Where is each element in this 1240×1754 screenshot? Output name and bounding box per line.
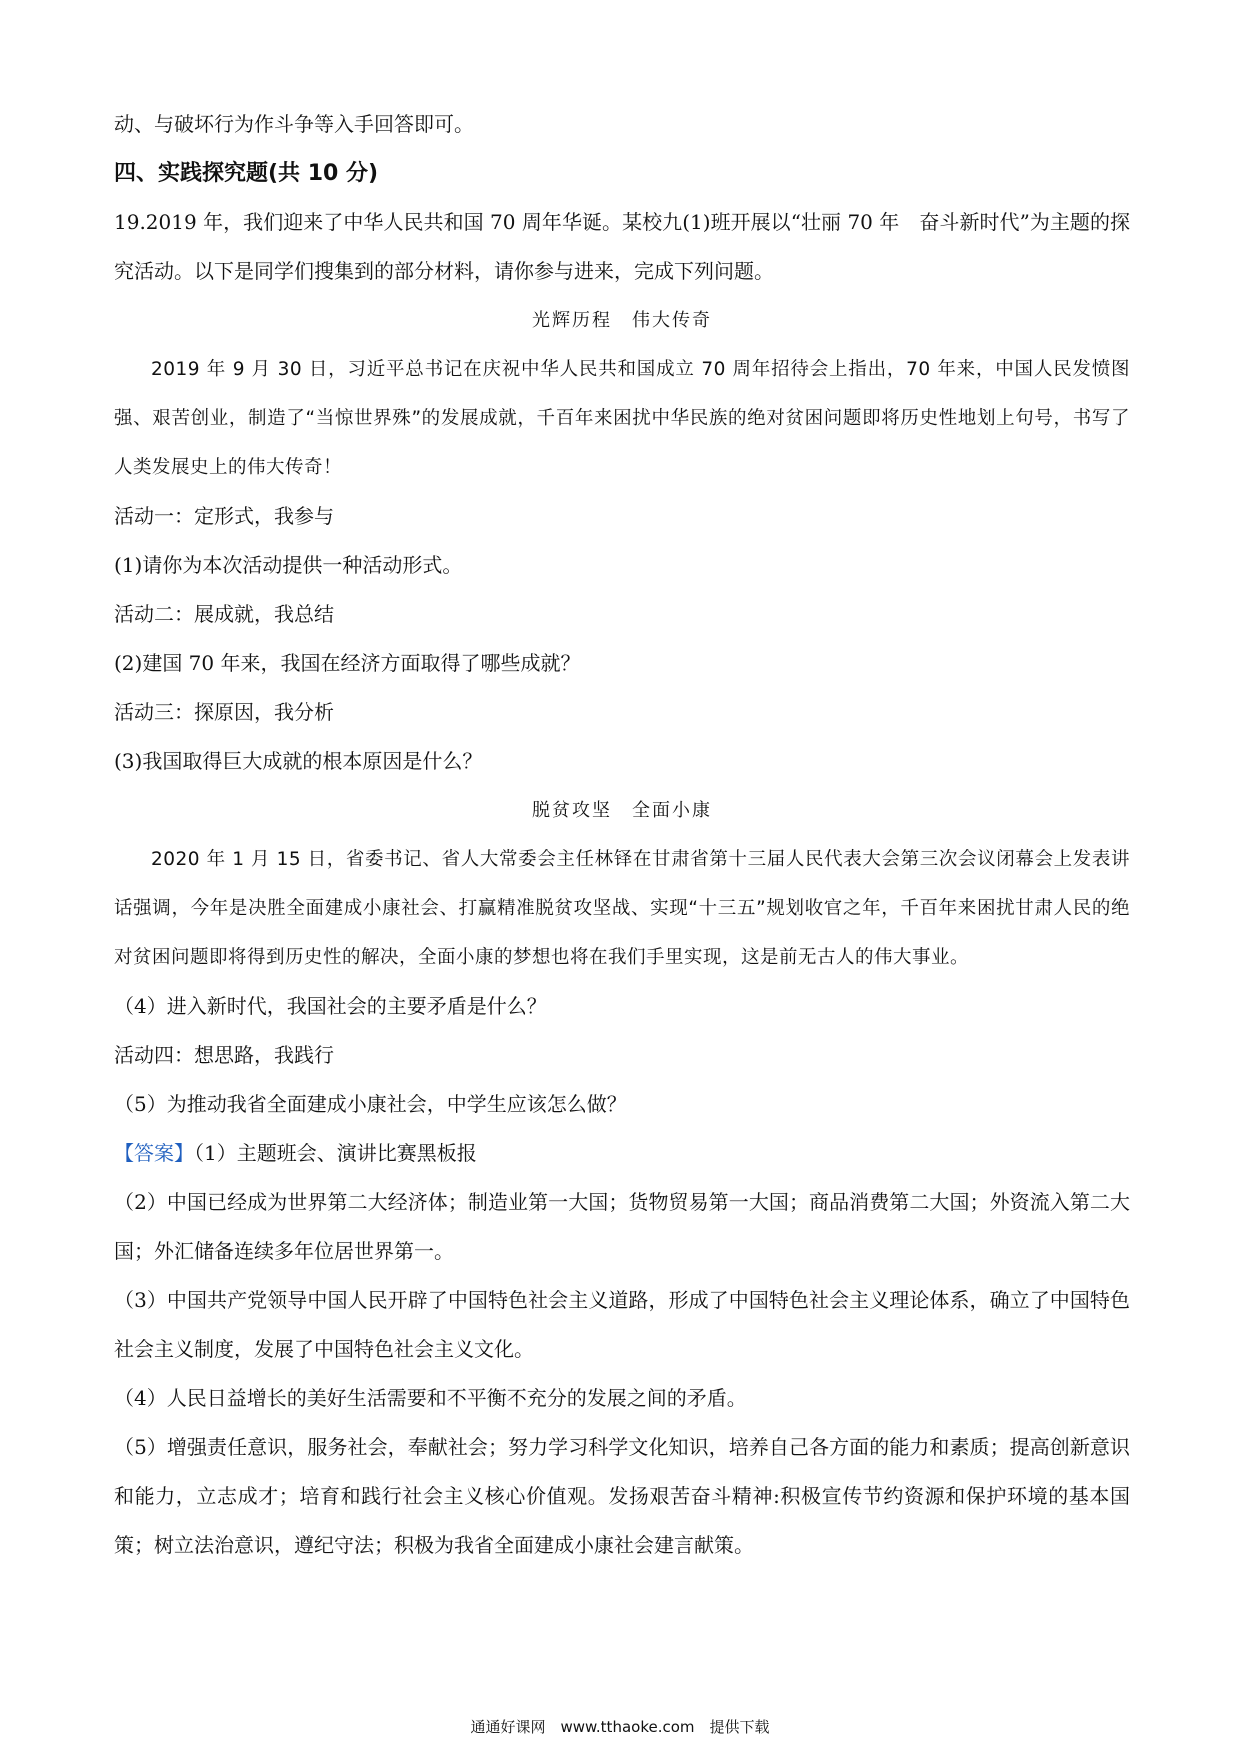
material1-text: 2019 年 9 月 30 日，习近平总书记在庆祝中华人民共和国成立 70 周年招待会上指出，70 年来，中国人民发愤图强、艰苦创业，制造了“当惊世界殊”的发展成就，千百年来困扰中华民族的绝对贫困问题即将历史性地划上句号，书写了人类发展史上的伟大传奇！ [114,359,1130,478]
question-5: （5）为推动我省全面建成小康社会，中学生应该怎么做？ [114,1092,627,1116]
activity2-heading: 活动二：展成就，我总结 [114,602,334,626]
answer-3: （3）中国共产党领导中国人民开辟了中国特色社会主义道路，形成了中国特色社会主义理论体系，确立了中国特色社会主义制度，发展了中国特色社会主义文化。 [114,1288,1130,1361]
page-footer: 通通好课网 www.tthaoke.com 提供下载 [470,1718,770,1736]
carryover-text: 动、与破坏行为作斗争等入手回答即可。 [114,112,474,136]
material1-title: 光辉历程 伟大传奇 [532,310,712,331]
material2-title: 脱贫攻坚 全面小康 [532,800,712,821]
question-1: (1)请你为本次活动提供一种活动形式。 [114,553,463,577]
answer-label: 【答案】 [114,1141,194,1165]
question-3: (3)我国取得巨大成就的根本原因是什么？ [114,749,483,773]
answer-1: （1）主题班会、演讲比赛黑板报 [194,1141,477,1165]
question-intro: 19.2019 年，我们迎来了中华人民共和国 70 周年华诞。某校九(1)班开展以“壮丽 70 年 奋斗新时代”为主题的探究活动。以下是同学们搜集到的部分材料，请你参与进来，完成下列问题。 [114,210,1130,283]
material2-text: 2020 年 1 月 15 日，省委书记、省人大常委会主任林铎在甘肃省第十三届人民代表大会第三次会议闭幕会上发表讲话强调，今年是决胜全面建成小康社会、打赢精准脱贫攻坚战、实现“十三五”规划收官之年，千百年来困扰甘肃人民的绝对贫困问题即将得到历史性的解决，全面小康的梦想也将在我们手里实现，这是前无古人的伟大事业。 [114,849,1130,968]
question-2: (2)建国 70 年来，我国在经济方面取得了哪些成就？ [114,651,581,675]
document-body [114,100,1130,1570]
activity3-heading: 活动三：探原因，我分析 [114,700,334,724]
activity4-heading: 活动四：想思路，我践行 [114,1043,334,1067]
activity1-heading: 活动一：定形式，我参与 [114,504,334,528]
section-heading: 四、实践探究题(共 10 分) [114,161,379,186]
answer-5: （5）增强责任意识，服务社会，奉献社会；努力学习科学文化知识，培养自己各方面的能力和素质；提高创新意识和能力，立志成才；培育和践行社会主义核心价值观。发扬艰苦奋斗精神:积极宣传节约资源和保护环境的基本国策；树立法治意识，遵纪守法；积极为我省全面建成小康社会建言献策。 [114,1435,1130,1557]
answer-1-line [114,1129,1130,1178]
answer-2: （2）中国已经成为世界第二大经济体；制造业第一大国；货物贸易第一大国；商品消费第二大国；外资流入第二大国；外汇储备连续多年位居世界第一。 [114,1190,1130,1263]
question-4: （4）进入新时代，我国社会的主要矛盾是什么？ [114,994,547,1018]
answer-4: （4）人民日益增长的美好生活需要和不平衡不充分的发展之间的矛盾。 [114,1386,747,1410]
